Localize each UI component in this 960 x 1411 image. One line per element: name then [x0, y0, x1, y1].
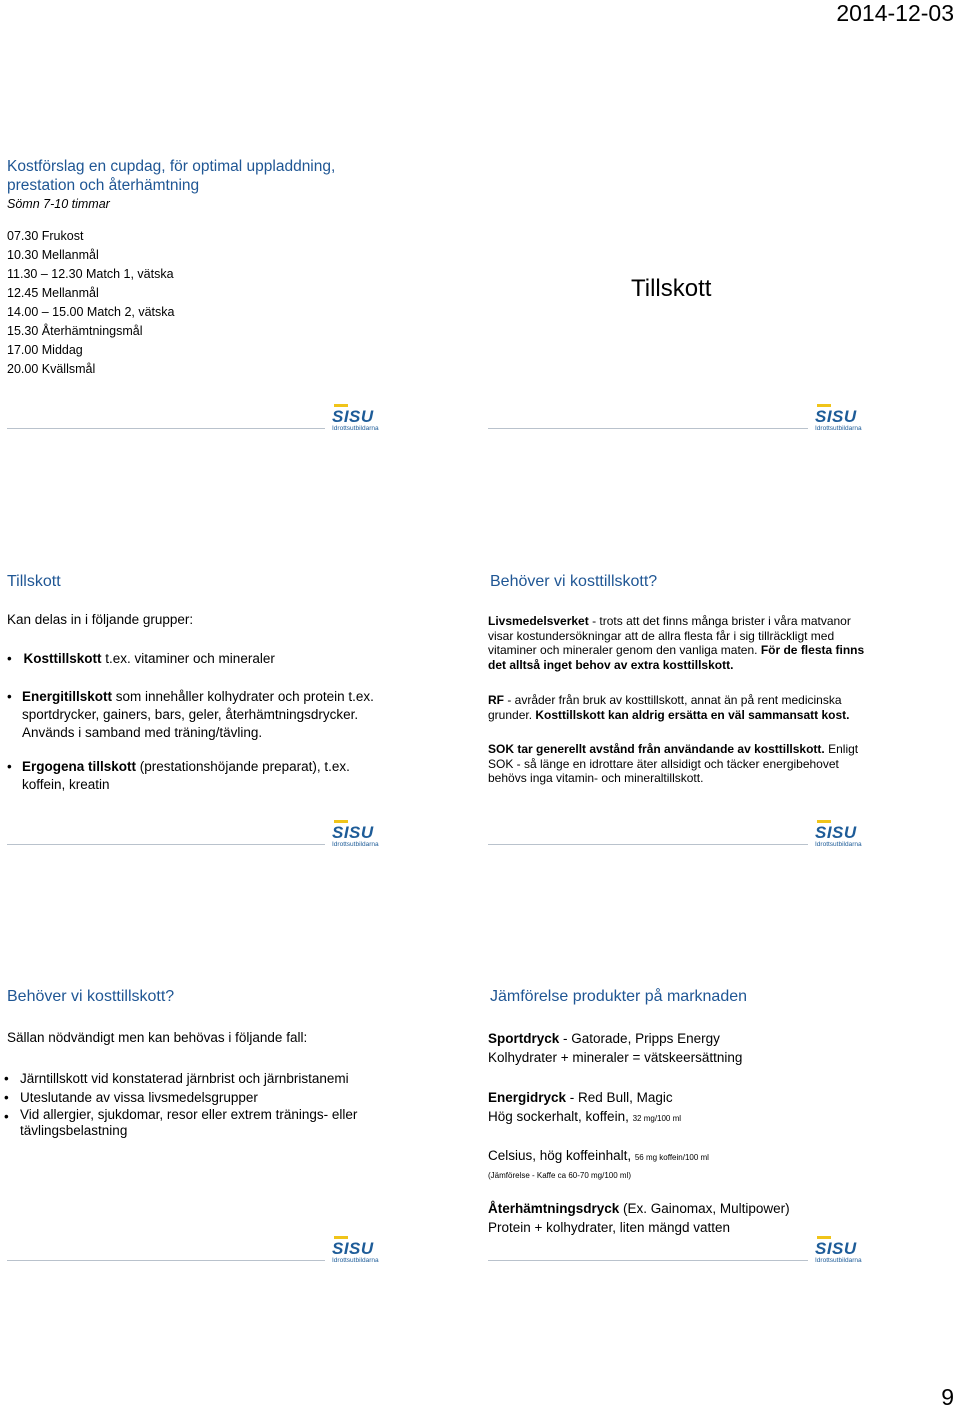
- para-text: Celsius, hög koffeinhalt,: [488, 1148, 635, 1163]
- para-bold: För de flesta finns: [760, 643, 865, 657]
- logo-brand: SISU: [332, 823, 374, 842]
- para-text: - avråder från bruk av kosttillskott, annat än på rent medicinska: [504, 693, 842, 707]
- logo-brand: SISU: [332, 1239, 374, 1258]
- sisu-logo: [332, 824, 388, 852]
- slide-1-subtitle: Sömn 7-10 timmar: [7, 197, 110, 211]
- para-small-text: 56 mg koffein/100 ml: [634, 1153, 709, 1162]
- bullet-text: Järntillskott vid konstaterad järnbrist och järnbristanemi: [20, 1071, 349, 1086]
- page-number: 9: [941, 1384, 954, 1410]
- schedule-item: 10.30 Mellanmål: [7, 248, 99, 262]
- bullet-dot: •: [7, 689, 12, 704]
- slide-3-title: Tillskott: [7, 573, 61, 590]
- slide-footer-rule: [7, 844, 325, 845]
- logo-sub: Idrottsutbildarna: [815, 1257, 862, 1264]
- slide-6-block-1: [488, 1029, 742, 1067]
- list-item: [4, 1107, 357, 1139]
- logo-brand: SISU: [815, 407, 857, 426]
- bullet-text: Uteslutande av vissa livsmedelsgrupper: [20, 1090, 258, 1105]
- slide-6-block-3: [488, 1147, 709, 1185]
- schedule-item: 15.30 Återhämtningsmål: [7, 324, 143, 338]
- schedule-item: 14.00 – 15.00 Match 2, vätska: [7, 305, 175, 319]
- logo-sub: Idrottsutbildarna: [332, 425, 379, 432]
- bullet-text: Vid allergier, sjukdomar, resor eller extrem tränings- eller: [20, 1107, 358, 1122]
- slide-6-block-4: [488, 1199, 790, 1237]
- slide-4-paragraph-3: [488, 742, 938, 786]
- bullet-dot: •: [4, 1109, 9, 1124]
- slide-2-title: Tillskott: [631, 275, 712, 302]
- slide-6-title: Jämförelse produkter på marknaden: [490, 988, 748, 1005]
- bullet-dot: •: [4, 1071, 9, 1086]
- slide-3-bullet-1: [7, 650, 275, 668]
- slide-footer-rule: [488, 428, 808, 429]
- logo-flag-icon: [817, 1236, 831, 1239]
- logo-flag-icon: [334, 404, 348, 407]
- slide-3-bullet-3: [7, 758, 350, 794]
- para-text: visar kostundersökningar att de allra flesta får i sig tillräckligt med: [488, 628, 835, 643]
- para-bold: Sportdryck: [488, 1031, 560, 1046]
- para-text: Protein + kolhydrater, liten mängd vatten: [488, 1220, 731, 1235]
- bullet-dot: •: [7, 651, 12, 666]
- page-date: 2014-12-03: [836, 0, 954, 26]
- logo-flag-icon: [817, 404, 831, 407]
- slide-3-bullet-2: [7, 688, 374, 742]
- schedule-item: 11.30 – 12.30 Match 1, vätska: [7, 267, 174, 281]
- para-text: Kolhydrater + mineraler = vätskeersättning: [488, 1050, 743, 1065]
- sisu-logo: [815, 408, 871, 436]
- logo-flag-icon: [334, 1236, 348, 1239]
- slide-4-title: Behöver vi kosttillskott?: [490, 573, 658, 590]
- logo-sub: Idrottsutbildarna: [332, 1257, 379, 1264]
- slide-5-title: Behöver vi kosttillskott?: [7, 988, 175, 1005]
- para-bold: Återhämtningsdryck: [488, 1201, 620, 1216]
- slide-6-block-2: [488, 1088, 681, 1128]
- slide-footer-rule: [7, 1260, 325, 1261]
- para-text: SOK - så länge en idrottare äter allsidigt och täcker energibehovet: [488, 756, 839, 771]
- bullet-text: (prestationshöjande preparat), t.ex.: [136, 759, 350, 774]
- logo-flag-icon: [334, 820, 348, 823]
- bullet-bold: Ergogena tillskott: [22, 759, 137, 774]
- schedule-item: 12.45 Mellanmål: [7, 286, 99, 300]
- bullet-bold: Energitillskott: [22, 689, 113, 704]
- para-text: Enligt: [824, 742, 859, 756]
- para-bold: Livsmedelsverket: [488, 614, 589, 628]
- slide-1-title-line-1: Kostförslag en cupdag, för optimal uppladdning,: [7, 158, 336, 175]
- logo-brand: SISU: [332, 407, 374, 426]
- slide-footer-rule: [7, 428, 325, 429]
- slide-1: [7, 157, 447, 379]
- bullet-text-line: tävlingsbelastning: [20, 1123, 128, 1138]
- para-text: vitaminer och mineraler genom den vanliga maten.: [488, 643, 761, 657]
- slide-5-intro: Sällan nödvändigt men kan behövas i följande fall:: [7, 1030, 308, 1045]
- para-text: (Ex. Gainomax, Multipower): [619, 1201, 790, 1216]
- para-bold: det alltså inget behov av extra kosttillskott.: [488, 657, 734, 672]
- para-small-text: (Jämförelse - Kaffe ca 60-70 mg/100 ml): [488, 1171, 632, 1180]
- bullet-dot: •: [7, 759, 12, 774]
- para-bold: Energidryck: [488, 1090, 567, 1105]
- para-small-text: 32 mg/100 ml: [632, 1114, 682, 1123]
- slide-3-intro: Kan delas in i följande grupper:: [7, 612, 194, 627]
- bullet-bold: Kosttillskott: [23, 651, 102, 666]
- sisu-logo: [815, 824, 871, 852]
- slide-1-title-line-2: prestation och återhämtning: [7, 177, 200, 194]
- list-item: [4, 1088, 357, 1107]
- para-text: behövs inga vitamin- och mineraltillskott.: [488, 771, 704, 785]
- para-bold: Kosttillskott kan aldrig ersätta en väl sammansatt kost.: [535, 707, 850, 722]
- schedule-item: 17.00 Middag: [7, 343, 83, 357]
- para-text: - Gatorade, Pripps Energy: [559, 1031, 720, 1046]
- para-text: grunder.: [488, 707, 536, 722]
- slide-5-bullets: [4, 1069, 357, 1139]
- logo-flag-icon: [817, 820, 831, 823]
- logo-brand: SISU: [815, 823, 857, 842]
- sisu-logo: [332, 1240, 388, 1268]
- slide-footer-rule: [488, 844, 808, 845]
- list-item: [4, 1069, 357, 1088]
- logo-brand: SISU: [815, 1239, 857, 1258]
- slide-4-paragraph-2: [488, 693, 938, 722]
- schedule-list: [7, 227, 447, 379]
- logo-sub: Idrottsutbildarna: [332, 841, 379, 848]
- bullet-dot: •: [4, 1090, 9, 1105]
- para-text: Hög sockerhalt, koffein,: [488, 1109, 633, 1124]
- sisu-logo: [332, 408, 388, 436]
- para-bold: SOK tar generellt avstånd från användande av kosttillskott.: [488, 742, 825, 756]
- schedule-item: 20.00 Kvällsmål: [7, 362, 96, 376]
- bullet-text: som innehåller kolhydrater och protein t.ex.: [112, 689, 374, 704]
- bullet-text: t.ex. vitaminer och mineraler: [101, 651, 275, 666]
- para-bold: RF: [488, 693, 504, 707]
- slide-4-paragraph-1: [488, 614, 938, 672]
- logo-sub: Idrottsutbildarna: [815, 841, 862, 848]
- logo-sub: Idrottsutbildarna: [815, 425, 862, 432]
- bullet-text-line: koffein, kreatin: [22, 777, 110, 792]
- slide-footer-rule: [488, 1260, 808, 1261]
- para-text: - Red Bull, Magic: [566, 1090, 673, 1105]
- schedule-item: 07.30 Frukost: [7, 229, 84, 243]
- bullet-text-line: Används i samband med träning/tävling.: [22, 725, 263, 740]
- slide-1-title: [7, 157, 447, 195]
- sisu-logo: [815, 1240, 871, 1268]
- para-text: - trots att det finns många brister i våra matvanor: [588, 614, 851, 628]
- bullet-text-line: sportdrycker, gainers, bars, geler, återhämtningsdrycker.: [22, 707, 359, 722]
